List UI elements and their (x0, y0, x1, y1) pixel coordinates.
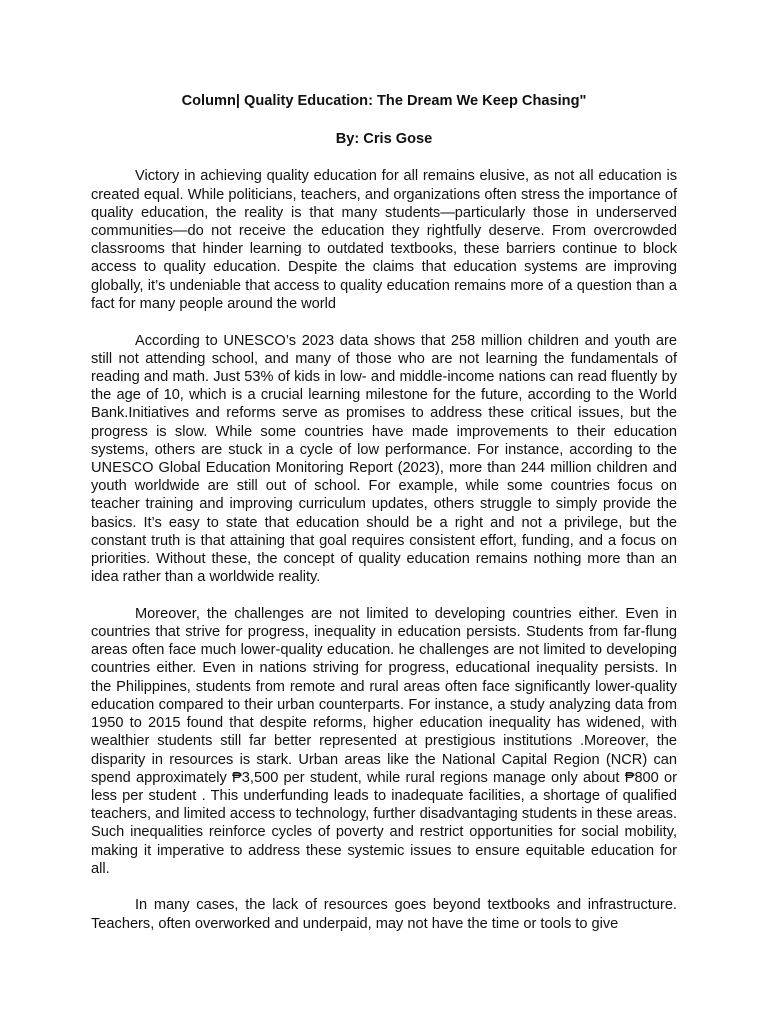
paragraph: According to UNESCO’s 2023 data shows that 258 million children and youth are still not attending school, and many of those who are not learning the fundamentals of reading and math. Just 53% of kids in low- and middle-income nations can read fluently by the age of 10, which is a crucial learning milestone for the future, according to the World Bank.Initiatives and reforms serve as promises to address these critical issues, but the progress is slow. While some countries have made improvements to their education systems, others are stuck in a cycle of low performance. For instance, according to the UNESCO Global Education Monitoring Report (2023), more than 244 million children and youth worldwide are still out of school. For example, while some countries focus on teacher training and improving curriculum updates, others struggle to simply provide the basics. It’s easy to state that education should be a right and not a privilege, but the constant truth is that attaining that goal requires consistent effort, funding, and a focus on priorities. Without these, the concept of quality education remains nothing more than an idea rather than a worldwide reality. (91, 332, 677, 586)
paragraph: Victory in achieving quality education for all remains elusive, as not all education is created equal. While politicians, teachers, and organizations often stress the importance of quality education, the reality is that many students—particularly those in underserved communities—do not receive the education they rightfully deserve. From overcrowded classrooms that hinder learning to outdated textbooks, these barriers continue to block access to quality education. Despite the claims that education systems are improving globally, it’s undeniable that access to quality education remains more of a question than a fact for many people around the world (91, 168, 677, 312)
article-body (91, 92, 677, 951)
paragraph: Moreover, the challenges are not limited to developing countries either. Even in countries that strive for progress, inequality in education persists. Students from far-flung areas often face much lower-quality education. he challenges are not limited to developing countries either. Even in nations striving for progress, educational inequality persists. In the Philippines, students from remote and rural areas often face significantly lower-quality education compared to their urban counterparts. For instance, a study analyzing data from 1950 to 2015 found that despite reforms, higher education inequality has widened, with wealthier students still far better represented at prestigious institutions .Moreover, the disparity in resources is stark. Urban areas like the National Capital Region (NCR) can spend approximately ₱3,500 per student, while rural regions manage only about ₱800 or less per student . This underfunding leads to inadequate facilities, a shortage of qualified teachers, and limited access to technology, further disadvantaging students in these areas. Such inequalities reinforce cycles of poverty and restrict opportunities for social mobility, making it imperative to address these systemic issues to ensure equitable education for all. (91, 605, 677, 877)
article-title: Column| Quality Education: The Dream We Keep Chasing" (181, 93, 587, 109)
paragraph: In many cases, the lack of resources goes beyond textbooks and infrastructure. Teachers, often overworked and underpaid, may not have the time or tools to give (91, 897, 677, 932)
article-byline: By: Cris Gose (335, 131, 433, 148)
